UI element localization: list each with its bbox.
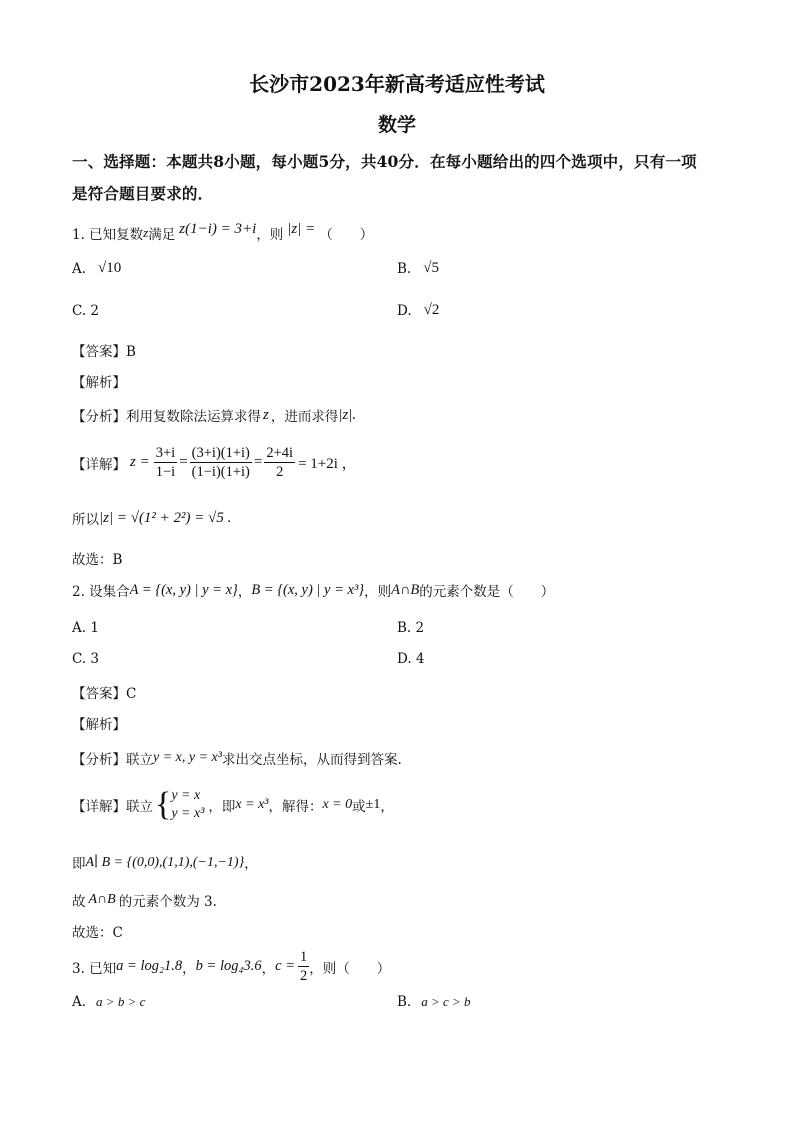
q2-detail-text: 联立 xyxy=(126,799,153,815)
choose-label: 故选： xyxy=(72,925,113,941)
q1-fraction-1-num: 3+i xyxy=(155,445,176,461)
q2-detail-eq: x = x³ xyxy=(235,797,269,812)
q2-answer-value: C xyxy=(126,686,137,702)
q1-fraction-3-num: 2+4i xyxy=(266,445,294,461)
q1-choose-value: B xyxy=(112,552,123,568)
q1-equals-1: = xyxy=(179,454,188,470)
q1-so-text: 所以 xyxy=(72,512,99,528)
q1-analysis-label: 【解析】 xyxy=(72,375,126,391)
detail-label: 【详解】 xyxy=(72,799,126,815)
q2-ji-math: A∣ B = {(0,0),(1,1),(−1,−1)} xyxy=(85,854,245,870)
q1-so-math: |z| = √(1² + 2²) = √5 . xyxy=(99,509,232,526)
q2-detail-or: 或 xyxy=(352,799,366,815)
q2-choose-value: C xyxy=(112,925,123,941)
q2-detail-text2: ，即 xyxy=(208,799,236,815)
q2-stem xyxy=(72,580,554,600)
subject-title: 数学 xyxy=(377,114,416,136)
q3-a-def: a = log₂1.8 xyxy=(116,958,183,974)
q2-option-c: C. 3 xyxy=(72,651,100,667)
q2-set-b: B = {(x, y) | y = x³} xyxy=(251,581,365,598)
q1-so xyxy=(72,508,231,528)
q1-stem-paren: （ ） xyxy=(319,227,374,243)
q2-detail-solution: x = 0 xyxy=(322,797,353,812)
fenxi-label: 【分析】 xyxy=(72,752,126,768)
q1-detail-z: z = xyxy=(130,454,150,470)
section-heading-line2: 是符合题目要求的． xyxy=(72,184,214,203)
q2-stem-text2: ，则 xyxy=(364,584,392,600)
q1-choose xyxy=(72,548,122,568)
q3-option-b-value: a > c > b xyxy=(421,994,471,1009)
q3-option-a xyxy=(72,994,145,1010)
q2-analysis-label: 【解析】 xyxy=(72,717,126,733)
q3-c-fraction xyxy=(298,948,309,985)
q1-option-c: C. 2 xyxy=(72,303,100,319)
q1-fraction-2-num: (3+i)(1+i) xyxy=(191,445,250,461)
q1-option-b-label: B. xyxy=(397,260,412,277)
q2-system-eq2: y = x³ xyxy=(171,806,205,821)
choose-label: 故选： xyxy=(72,552,113,568)
q2-stem-text3: 的元素个数是（ ） xyxy=(419,584,555,600)
q1-option-d-value: √2 xyxy=(423,302,440,318)
q1-fraction-2 xyxy=(190,444,252,481)
q2-fenxi-text: 联立 xyxy=(126,752,153,768)
q1-fenxi-abs: |z|. xyxy=(338,406,357,423)
q3-stem-text: 3. 已知 xyxy=(72,960,117,977)
q1-stem-text2: 满足 xyxy=(148,227,176,243)
q1-fenxi xyxy=(72,405,356,425)
q3-c-num: 1 xyxy=(300,949,308,965)
q3-b-def: b = log₄3.6 xyxy=(195,958,262,974)
q1-fraction-3 xyxy=(264,444,295,481)
q2-detail-pm: ±1 xyxy=(365,797,381,812)
q3-c-lhs: c = xyxy=(275,958,295,974)
q1-option-a xyxy=(72,260,121,277)
q3-option-a-value: a > b > c xyxy=(96,994,146,1009)
q1-detail xyxy=(72,444,357,481)
q2-system xyxy=(171,787,204,823)
q1-answer-value: B xyxy=(126,344,136,360)
q2-choose xyxy=(72,921,123,941)
q2-stem-text: 2. 设集合 xyxy=(72,584,130,600)
page-title: 长沙市2023年新高考适应性考试 xyxy=(249,72,545,96)
q3-sep2: ， xyxy=(261,960,276,977)
q2-detail-end: ， xyxy=(380,799,394,815)
q1-fraction-1 xyxy=(154,444,177,481)
q1-answer xyxy=(72,340,136,360)
q3-option-a-label: A. xyxy=(72,994,87,1010)
q1-option-b xyxy=(397,260,439,277)
q1-fraction-1-den: 1−i xyxy=(155,464,176,480)
q2-ji-end: ， xyxy=(244,856,258,872)
q2-option-b: B. 2 xyxy=(397,620,425,636)
q1-stem-text3: ，则 xyxy=(256,227,284,243)
q2-stem-sep: ， xyxy=(237,584,252,600)
q2-system-eq1: y = x xyxy=(171,788,201,803)
q1-fenxi-z: z xyxy=(263,406,269,423)
q1-option-d-label: D. xyxy=(397,302,412,319)
q1-option-a-value: √10 xyxy=(98,260,122,276)
q2-fenxi xyxy=(72,748,402,768)
q2-option-a: A. 1 xyxy=(72,620,99,636)
q1-fenxi-text: 利用复数除法运算求得 xyxy=(126,409,261,425)
q2-answer xyxy=(72,682,136,702)
q1-stem-abs: |z| = xyxy=(287,220,316,237)
q3-stem-text2: ，则（ ） xyxy=(309,960,391,977)
q3-c-den: 2 xyxy=(300,968,308,984)
q2-gu xyxy=(72,890,217,910)
q3-stem xyxy=(72,948,390,985)
q2-detail-text3: ，解得： xyxy=(268,799,323,815)
detail-label: 【详解】 xyxy=(72,456,126,473)
q3-option-b xyxy=(397,994,471,1010)
q1-option-d xyxy=(397,302,439,319)
q2-option-d: D. 4 xyxy=(397,651,425,667)
q2-fenxi-text2: 求出交点坐标，从而得到答案. xyxy=(221,752,402,768)
q2-gu-text: 故 xyxy=(72,894,86,910)
q1-stem xyxy=(72,220,374,243)
fenxi-label: 【分析】 xyxy=(72,409,126,425)
q1-fenxi-text2: ，进而求得 xyxy=(270,409,339,425)
q1-equals-2: = xyxy=(253,454,263,470)
q2-set-a: A = {(x, y) | y = x} xyxy=(129,581,238,598)
q1-option-a-label: A. xyxy=(72,260,87,277)
q2-ji xyxy=(72,852,258,872)
q2-gu-text2: 的元素个数为 3. xyxy=(118,894,217,910)
left-brace-icon: { xyxy=(155,786,172,823)
q2-fenxi-math: y = x, y = x³ xyxy=(153,750,222,765)
q2-intersection: A∩B xyxy=(391,581,420,598)
answer-label: 【答案】 xyxy=(72,344,126,360)
q1-stem-text: 1. 已知复数 xyxy=(72,227,144,243)
q1-detail-result: = 1+2i ， xyxy=(298,456,357,472)
q2-gu-math: A∩B xyxy=(88,892,116,907)
answer-label: 【答案】 xyxy=(72,686,126,702)
q1-stem-equation: z(1−i) = 3+i xyxy=(179,220,257,237)
q1-option-b-value: √5 xyxy=(423,260,439,276)
q2-detail xyxy=(72,787,394,823)
q3-sep1: ， xyxy=(182,960,196,977)
q1-stem-z: z xyxy=(143,225,149,240)
q3-option-b-label: B. xyxy=(397,994,412,1010)
q2-ji-text: 即 xyxy=(72,856,86,872)
section-heading-line1: 一、选择题：本题共8小题，每小题5分，共40分．在每小题给出的四个选项中，只有一项 xyxy=(72,152,697,171)
q1-fraction-2-den: (1−i)(1+i) xyxy=(191,464,250,480)
q1-fraction-3-den: 2 xyxy=(276,464,284,480)
